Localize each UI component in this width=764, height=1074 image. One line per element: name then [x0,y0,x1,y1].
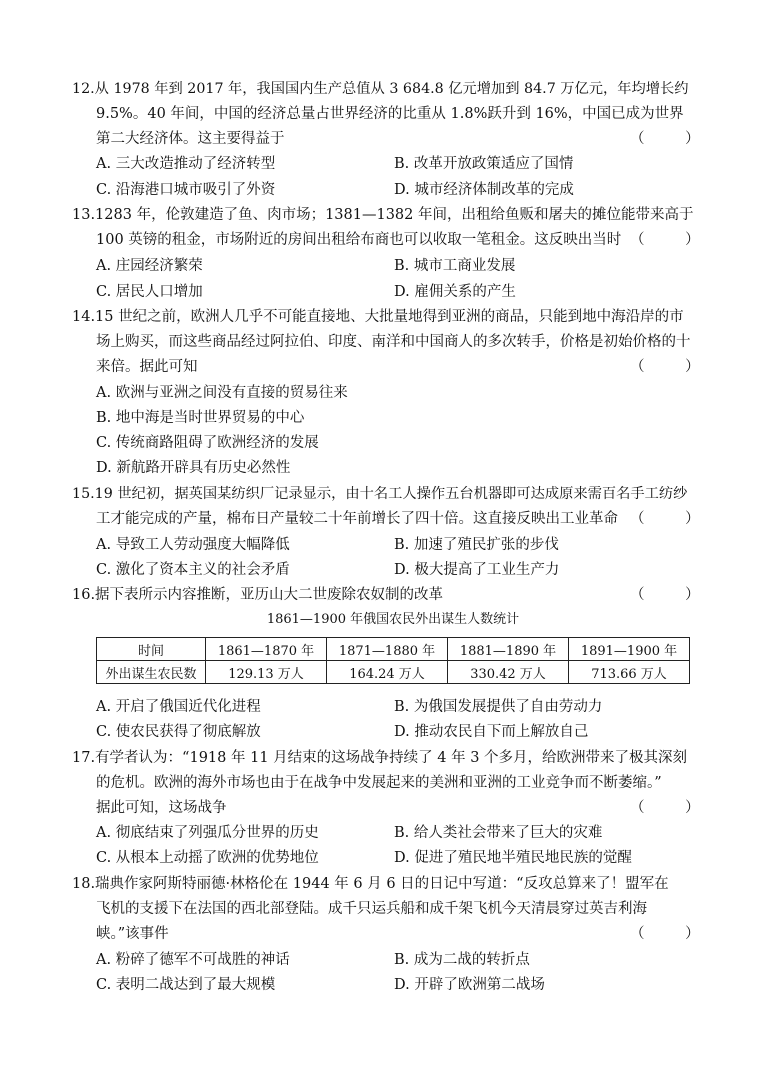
table-cell: 330.42 万人 [448,661,569,684]
question-18-line-3: 峡。”该事件 [96,926,169,942]
table-title: 1861—1900 年俄国农民外出谋生人数统计 [266,612,520,627]
option-c: C. 传统商路阻碍了欧洲经济的发展 [96,435,319,451]
option-a: A. 开启了俄国近代化进程 [96,699,261,715]
question-13-line-1: 13.1283 年，伦敦建造了鱼、肉市场；1381—1382 年间，出租给鱼贩和屠夫的摊位能带来高于 [72,207,694,223]
table-header-row [97,638,690,661]
question-17-line-3: 据此可知，这场战争 [96,800,227,816]
option-a: A. 粉碎了德军不可战胜的神话 [96,952,290,968]
table-header-cell: 1891—1900 年 [569,638,690,661]
question-12-line-2: 9.5%。40 年间，中国的经济总量占世界经济的比重从 1.8%跃升到 16%，中国已成为世界 [96,106,684,122]
question-18-line-2: 飞机的支援下在法国的西北部登陆。成千只运兵船和成千架飞机今天清晨穿过英吉利海 [96,901,647,917]
option-a: A. 庄园经济繁荣 [96,258,203,274]
option-c: C. 从根本上动摇了欧洲的优势地位 [96,850,319,866]
answer-parentheses: （ ） [630,359,718,375]
table-cell: 外出谋生农民数 [97,661,206,684]
option-c: C. 表明二战达到了最大规模 [96,977,276,993]
question-12-line-1: 12.从 1978 年到 2017 年，我国国内生产总值从 3 684.8 亿元增加到 84.7 万亿元，年均增长约 [72,81,689,97]
option-b: B. 地中海是当时世界贸易的中心 [96,410,305,426]
table-cell: 129.13 万人 [206,661,327,684]
stats-table [96,637,690,684]
option-d: D. 促进了殖民地半殖民地民族的觉醒 [394,850,632,866]
option-d: D. 推动农民自下而上解放自己 [394,724,589,740]
table-cell: 713.66 万人 [569,661,690,684]
option-d: D. 雇佣关系的产生 [394,284,516,300]
option-c: C. 激化了资本主义的社会矛盾 [96,562,290,578]
table-header-cell: 时间 [97,638,206,661]
question-13-line-2: 100 英镑的租金，市场附近的房间出租给布商也可以收取一笔租金。这反映出当时 [96,232,622,248]
question-17-line-1: 17.有学者认为：“1918 年 11 月结束的这场战争持续了 4 年 3 个多月，给欧洲带来了极其深刻 [72,750,688,766]
option-d: D. 开辟了欧洲第二战场 [394,977,545,993]
answer-parentheses: （ ） [630,926,718,942]
question-18-line-1: 18.瑞典作家阿斯特丽德·林格伦在 1944 年 6 月 6 日的日记中写道：“反攻总算来了！盟军在 [72,876,669,892]
question-14-line-3: 来倍。据此可知 [96,359,198,375]
option-a: A. 欧洲与亚洲之间没有直接的贸易往来 [96,385,348,401]
table-header-cell: 1861—1870 年 [206,638,327,661]
table-row [97,661,690,684]
question-15-line-2: 工才能完成的产量，棉布日产量较二十年前增长了四十倍。这直接反映出工业革命 [96,511,618,527]
question-14-line-1: 14.15 世纪之前，欧洲人几乎不可能直接地、大批量地得到亚洲的商品，只能到地中海沿岸的市 [72,309,684,325]
answer-parentheses: （ ） [630,511,718,527]
option-c: C. 居民人口增加 [96,284,203,300]
option-b: B. 改革开放政策适应了国情 [394,156,574,172]
option-d: D. 城市经济体制改革的完成 [394,182,574,198]
option-a: A. 导致工人劳动强度大幅降低 [96,537,290,553]
answer-parentheses: （ ） [630,800,718,816]
option-c: C. 使农民获得了彻底解放 [96,724,261,740]
option-a: A. 三大改造推动了经济转型 [96,156,276,172]
option-b: B. 成为二战的转折点 [394,952,530,968]
table-header-cell: 1871—1880 年 [327,638,448,661]
answer-parentheses: （ ） [630,131,718,147]
question-15-line-1: 15.19 世纪初，据英国某纺织厂记录显示，由十名工人操作五台机器即可达成原来需百名手工纺纱 [72,486,688,502]
option-b: B. 加速了殖民扩张的步伐 [394,537,559,553]
option-a: A. 彻底结束了列强瓜分世界的历史 [96,825,319,841]
question-16-line-1: 16.据下表所示内容推断，亚历山大二世废除农奴制的改革 [72,587,444,603]
answer-parentheses: （ ） [630,587,718,603]
table-cell: 164.24 万人 [327,661,448,684]
option-b: B. 给人类社会带来了巨大的灾难 [394,825,603,841]
question-12-line-3: 第二大经济体。这主要得益于 [96,131,285,147]
option-b: B. 城市工商业发展 [394,258,516,274]
option-c: C. 沿海港口城市吸引了外资 [96,182,276,198]
question-17-line-2: 的危机。欧洲的海外市场也由于在战争中发展起来的美洲和亚洲的工业竞争而不断萎缩。” [96,775,662,791]
table-header-cell: 1881—1890 年 [448,638,569,661]
question-14-line-2: 场上购买，而这些商品经过阿拉伯、印度、南洋和中国商人的多次转手，价格是初始价格的十 [96,334,691,350]
option-d: D. 新航路开辟具有历史必然性 [96,460,291,476]
answer-parentheses: （ ） [630,232,718,248]
option-d: D. 极大提高了工业生产力 [394,562,560,578]
option-b: B. 为俄国发展提供了自由劳动力 [394,699,603,715]
